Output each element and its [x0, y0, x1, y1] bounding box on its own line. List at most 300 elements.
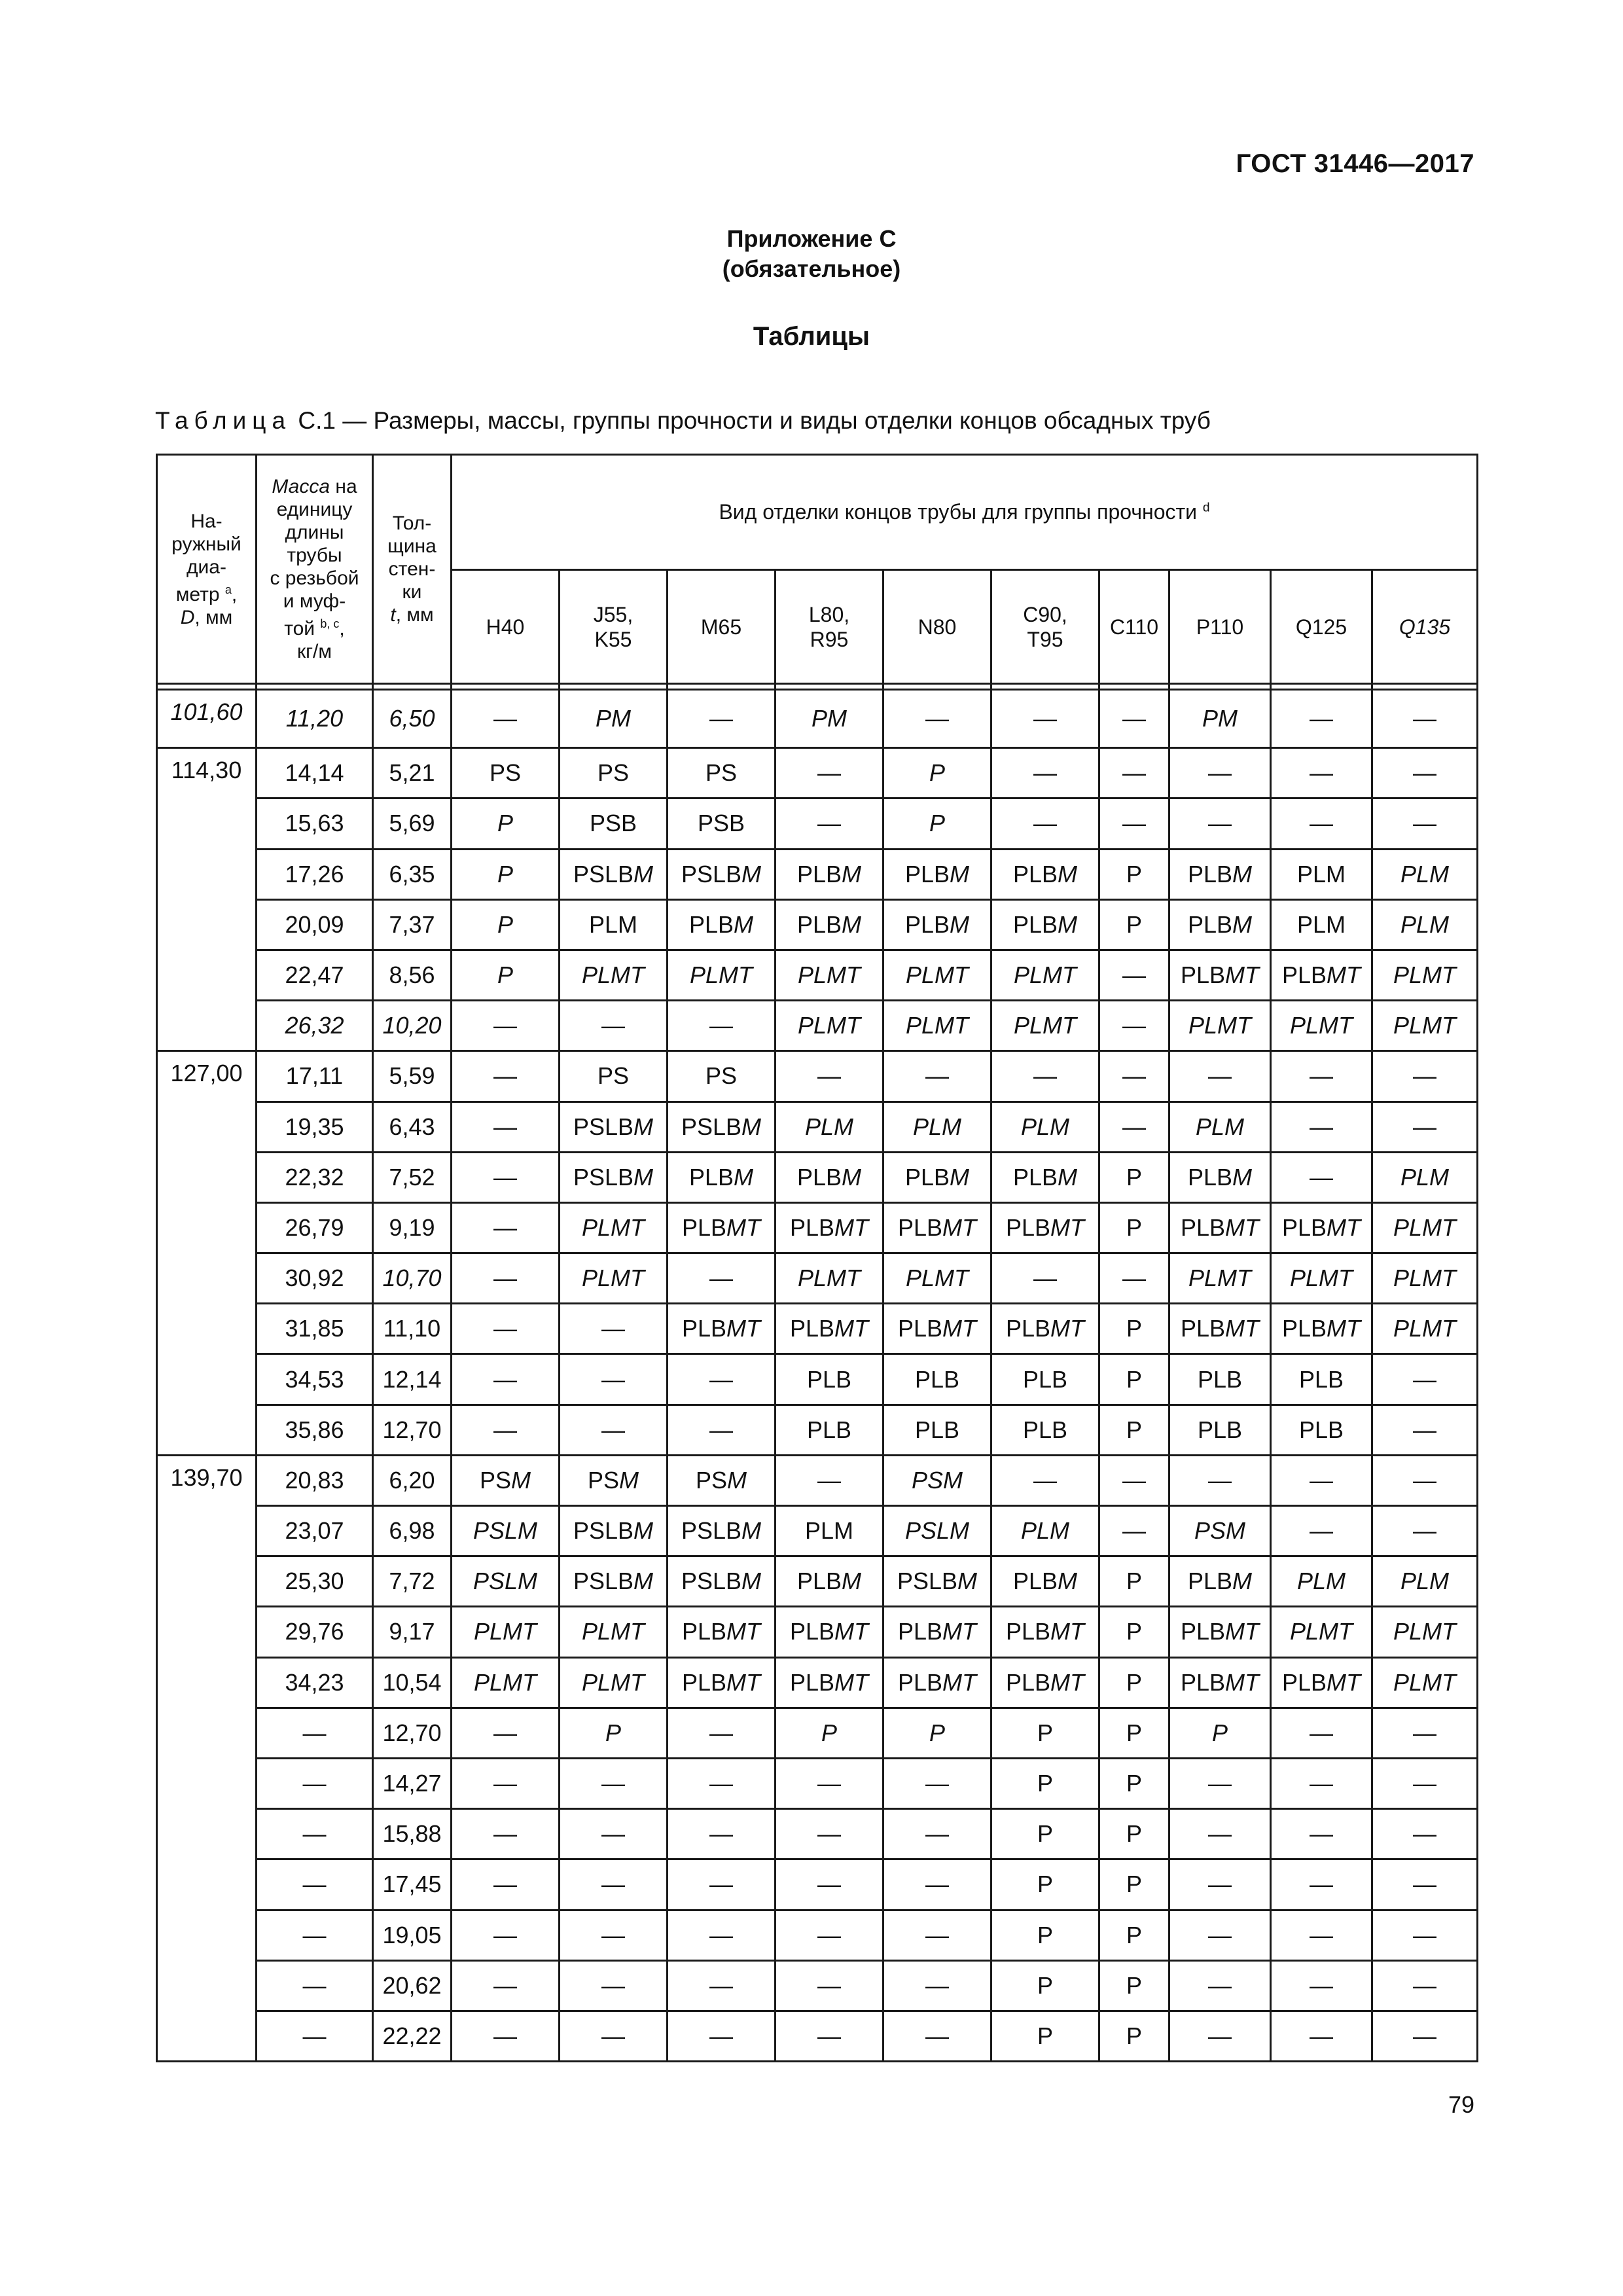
cell-finish: PLBM [991, 849, 1099, 899]
cell-finish: PLBM [776, 849, 883, 899]
cell-finish: PLMT [883, 1001, 991, 1051]
cell-finish: — [452, 1304, 560, 1354]
cell-finish: PSM [1169, 1506, 1271, 1556]
cell-finish: — [560, 1809, 668, 1859]
appendix-heading [0, 224, 1623, 284]
cell-finish: PM [1169, 690, 1271, 748]
cell-finish: PLBMT [883, 1202, 991, 1253]
cell-finish: PLMT [991, 950, 1099, 1000]
cell-finish: P [991, 1708, 1099, 1758]
cell-finish: — [668, 690, 776, 748]
cell-finish: PLM [776, 1506, 883, 1556]
header-grade: H40 [452, 570, 560, 684]
cell-thickness: 7,72 [373, 1556, 452, 1607]
cell-mass: 30,92 [257, 1253, 373, 1304]
cell-finish: — [1271, 1960, 1372, 2011]
cell-diameter: 127,00 [157, 1051, 257, 1456]
cell-finish: PLM [1372, 1556, 1478, 1607]
cell-finish: PLMT [1372, 1253, 1478, 1304]
table-caption-label: Таблица [155, 407, 292, 434]
cell-mass: 26,32 [257, 1001, 373, 1051]
cell-finish: — [1169, 2011, 1271, 2061]
cell-finish: P [991, 1758, 1099, 1808]
cell-finish: PLB [1271, 1405, 1372, 1455]
table-row [157, 1304, 1478, 1354]
cell-mass: 19,35 [257, 1102, 373, 1152]
header-grade: J55, K55 [560, 570, 668, 684]
cell-finish: PSLBM [560, 1556, 668, 1607]
cell-finish: P [1169, 1708, 1271, 1758]
cell-finish: — [668, 1809, 776, 1859]
cell-finish: PLM [1372, 899, 1478, 950]
header-mass: Масса на единицу длины трубы с резьбой и муф- той $^{b, c}$, кг/м [257, 455, 373, 684]
cell-mass: 22,47 [257, 950, 373, 1000]
cell-finish: P [1099, 1960, 1169, 2011]
cell-finish: P [1099, 1809, 1169, 1859]
cell-finish: — [452, 1758, 560, 1808]
cell-finish: — [1169, 1960, 1271, 2011]
cell-finish: PLBM [1169, 849, 1271, 899]
cell-finish: PLMT [1169, 1253, 1271, 1304]
cell-finish: PSLBM [560, 1152, 668, 1202]
cell-finish: — [1099, 1051, 1169, 1102]
cell-finish: PLM [560, 899, 668, 950]
cell-finish: — [1372, 1102, 1478, 1152]
table-row [157, 1506, 1478, 1556]
cell-finish: PLMT [776, 950, 883, 1000]
cell-finish: PLM [991, 1102, 1099, 1152]
cell-finish: P [1099, 1202, 1169, 1253]
table-row [157, 1859, 1478, 1910]
cell-mass: 22,32 [257, 1152, 373, 1202]
cell-finish: PSLM [452, 1556, 560, 1607]
cell-finish: — [991, 748, 1099, 798]
header-finish-span: Вид отделки концов трубы для группы прочности $^d$ [452, 455, 1478, 570]
appendix-title: Приложение С [726, 225, 897, 252]
cell-thickness: 7,52 [373, 1152, 452, 1202]
cell-finish: PS [560, 1051, 668, 1102]
cell-finish: PLMT [1271, 1001, 1372, 1051]
cell-thickness: 10,20 [373, 1001, 452, 1051]
cell-finish: PLM [776, 1102, 883, 1152]
cell-finish: — [991, 1455, 1099, 1505]
table-row [157, 1152, 1478, 1202]
header-grade: C90, T95 [991, 570, 1099, 684]
cell-finish: — [1099, 1253, 1169, 1304]
cell-mass: — [257, 1708, 373, 1758]
header-separator [157, 684, 1478, 690]
table-row [157, 1253, 1478, 1304]
cell-thickness: 6,35 [373, 849, 452, 899]
cell-finish: PSLBM [668, 1506, 776, 1556]
cell-finish: P [1099, 1859, 1169, 1910]
cell-finish: PLBMT [668, 1607, 776, 1657]
cell-finish: P [1099, 1708, 1169, 1758]
cell-finish: — [1372, 748, 1478, 798]
cell-finish: PLBMT [991, 1304, 1099, 1354]
cell-finish: — [452, 1405, 560, 1455]
cell-finish: PLB [883, 1354, 991, 1405]
cell-finish: PLM [1271, 899, 1372, 950]
cell-finish: — [1099, 748, 1169, 798]
cell-finish: PS [452, 748, 560, 798]
cell-finish: PLM [1271, 1556, 1372, 1607]
cell-finish: — [883, 1859, 991, 1910]
cell-mass: 17,26 [257, 849, 373, 899]
cell-finish: — [776, 798, 883, 849]
cell-finish: PLMT [560, 1657, 668, 1708]
cell-finish: PLMT [883, 950, 991, 1000]
cell-finish: PLMT [560, 1253, 668, 1304]
cell-finish: P [776, 1708, 883, 1758]
cell-finish: P [452, 899, 560, 950]
cell-finish: PSLBM [668, 1556, 776, 1607]
cell-finish: PLBMT [776, 1304, 883, 1354]
cell-finish: P [883, 748, 991, 798]
cell-finish: — [668, 1001, 776, 1051]
cell-finish: — [668, 1758, 776, 1808]
cell-finish: PLB [776, 1405, 883, 1455]
cell-finish: — [1169, 1051, 1271, 1102]
cell-finish: — [1372, 690, 1478, 748]
header-grade: Q135 [1372, 570, 1478, 684]
cell-mass: 17,11 [257, 1051, 373, 1102]
cell-finish: — [776, 748, 883, 798]
cell-finish: PLBMT [668, 1202, 776, 1253]
cell-finish: PLB [991, 1405, 1099, 1455]
cell-finish: PLBMT [883, 1304, 991, 1354]
table-row [157, 1556, 1478, 1607]
cell-finish: PLBMT [776, 1607, 883, 1657]
header-grade: M65 [668, 570, 776, 684]
cell-finish: PLMT [1372, 950, 1478, 1000]
cell-finish: — [1372, 1960, 1478, 2011]
cell-finish: PS [668, 1051, 776, 1102]
table-row [157, 1455, 1478, 1505]
cell-finish: P [991, 2011, 1099, 2061]
cell-thickness: 9,17 [373, 1607, 452, 1657]
cell-finish: — [1372, 1859, 1478, 1910]
cell-finish: PSM [452, 1455, 560, 1505]
table-row [157, 690, 1478, 748]
cell-finish: P [1099, 1405, 1169, 1455]
table-row [157, 1051, 1478, 1102]
cell-finish: — [776, 1859, 883, 1910]
cell-thickness: 10,70 [373, 1253, 452, 1304]
cell-finish: PLBMT [1271, 1304, 1372, 1354]
cell-mass: 14,14 [257, 748, 373, 798]
cell-finish: P [452, 950, 560, 1000]
cell-finish: P [883, 1708, 991, 1758]
table-row [157, 748, 1478, 798]
cell-finish: PLBM [1169, 1152, 1271, 1202]
cell-finish: — [1169, 748, 1271, 798]
cell-finish: PLB [1169, 1405, 1271, 1455]
cell-finish: PLBMT [1169, 1202, 1271, 1253]
cell-finish: — [991, 1051, 1099, 1102]
cell-finish: PLBM [668, 899, 776, 950]
cell-finish: PLBMT [991, 1202, 1099, 1253]
cell-finish: PLMT [1271, 1253, 1372, 1304]
cell-finish: PLB [1169, 1354, 1271, 1405]
cell-finish: — [452, 1354, 560, 1405]
cell-finish: — [1271, 1758, 1372, 1808]
cell-finish: PSLBM [560, 1506, 668, 1556]
cell-finish: — [1271, 2011, 1372, 2061]
cell-finish: — [452, 1051, 560, 1102]
cell-finish: PLBM [668, 1152, 776, 1202]
cell-finish: — [776, 1910, 883, 1960]
table-row [157, 950, 1478, 1000]
cell-finish: — [1372, 1758, 1478, 1808]
cell-finish: P [991, 1859, 1099, 1910]
cell-finish: — [1099, 1455, 1169, 1505]
cell-finish: PLBM [1169, 899, 1271, 950]
cell-finish: — [452, 1152, 560, 1202]
cell-finish: — [883, 2011, 991, 2061]
header-grade: N80 [883, 570, 991, 684]
cell-finish: PLMT [1372, 1001, 1478, 1051]
cell-finish: PLBMT [1169, 1657, 1271, 1708]
cell-finish: — [776, 1051, 883, 1102]
cell-finish: PLBM [883, 899, 991, 950]
cell-finish: PSLBM [668, 849, 776, 899]
cell-finish: — [1169, 1455, 1271, 1505]
cell-finish: — [1271, 798, 1372, 849]
cell-finish: PLMT [883, 1253, 991, 1304]
cell-finish: — [560, 2011, 668, 2061]
cell-finish: — [1372, 798, 1478, 849]
cell-finish: PSLBM [560, 849, 668, 899]
cell-thickness: 20,62 [373, 1960, 452, 2011]
cell-mass: 34,53 [257, 1354, 373, 1405]
cell-finish: PLBMT [883, 1657, 991, 1708]
header-grade: Q125 [1271, 570, 1372, 684]
table-caption [155, 407, 1211, 435]
cell-finish: PLMT [560, 1202, 668, 1253]
cell-finish: — [1169, 1910, 1271, 1960]
cell-thickness: 15,88 [373, 1809, 452, 1859]
cell-finish: PSLBM [668, 1102, 776, 1152]
cell-finish: PLB [991, 1354, 1099, 1405]
table-row [157, 1960, 1478, 2011]
cell-finish: — [560, 1859, 668, 1910]
cell-mass: 20,83 [257, 1455, 373, 1505]
cell-finish: PLBM [776, 899, 883, 950]
cell-thickness: 14,27 [373, 1758, 452, 1808]
cell-finish: — [1271, 1506, 1372, 1556]
table-row [157, 1405, 1478, 1455]
table-row [157, 849, 1478, 899]
cell-finish: — [1271, 748, 1372, 798]
cell-finish: PLMT [1372, 1304, 1478, 1354]
table-row [157, 798, 1478, 849]
cell-thickness: 8,56 [373, 950, 452, 1000]
cell-finish: PLBMT [1271, 950, 1372, 1000]
cell-finish: — [1099, 950, 1169, 1000]
cell-finish: PLBMT [1271, 1657, 1372, 1708]
cell-finish: — [1372, 1506, 1478, 1556]
cell-thickness: 6,20 [373, 1455, 452, 1505]
cell-diameter: 114,30 [157, 748, 257, 1051]
cell-finish: PLBMT [991, 1657, 1099, 1708]
cell-finish: PLM [1169, 1102, 1271, 1152]
cell-mass: 11,20 [257, 690, 373, 748]
cell-finish: PLMT [991, 1001, 1099, 1051]
cell-finish: — [452, 690, 560, 748]
cell-finish: PLBM [991, 1152, 1099, 1202]
cell-finish: — [776, 1960, 883, 2011]
cell-finish: PLMT [452, 1657, 560, 1708]
cell-finish: — [776, 1758, 883, 1808]
cell-finish: PLBMT [1169, 1304, 1271, 1354]
cell-finish: — [668, 1405, 776, 1455]
cell-finish: PSB [668, 798, 776, 849]
cell-finish: PLBMT [776, 1202, 883, 1253]
cell-thickness: 10,54 [373, 1657, 452, 1708]
cell-finish: P [1099, 1758, 1169, 1808]
cell-finish: PSLM [452, 1506, 560, 1556]
table-row [157, 1708, 1478, 1758]
cell-finish: P [1099, 2011, 1169, 2061]
page-number: 79 [1448, 2091, 1474, 2118]
cell-finish: — [991, 1253, 1099, 1304]
cell-thickness: 12,14 [373, 1354, 452, 1405]
cell-finish: — [883, 1910, 991, 1960]
cell-finish: PLBM [776, 1152, 883, 1202]
cell-finish: P [1099, 849, 1169, 899]
cell-finish: PLBM [883, 849, 991, 899]
header-grade: L80, R95 [776, 570, 883, 684]
cell-finish: — [883, 1960, 991, 2011]
cell-finish: — [1169, 798, 1271, 849]
cell-finish: PSM [668, 1455, 776, 1505]
cell-finish: P [991, 1910, 1099, 1960]
table-row [157, 1607, 1478, 1657]
cell-finish: PS [668, 748, 776, 798]
cell-finish: — [1372, 1051, 1478, 1102]
cell-finish: — [560, 1001, 668, 1051]
cell-diameter: 101,60 [157, 690, 257, 748]
cell-finish: — [452, 1001, 560, 1051]
cell-finish: — [1271, 690, 1372, 748]
cell-finish: — [1169, 1859, 1271, 1910]
cell-finish: — [1099, 1001, 1169, 1051]
cell-finish: — [1271, 1708, 1372, 1758]
cell-finish: PLM [883, 1102, 991, 1152]
cell-finish: — [1099, 798, 1169, 849]
table-row [157, 1354, 1478, 1405]
cell-finish: — [1372, 1354, 1478, 1405]
header-thickness: Тол- щина стен- ки t, мм [373, 455, 452, 684]
header-grade: P110 [1169, 570, 1271, 684]
cell-finish: PM [776, 690, 883, 748]
cell-finish: — [668, 2011, 776, 2061]
cell-finish: PLMT [1271, 1607, 1372, 1657]
cell-finish: — [452, 1960, 560, 2011]
cell-finish: P [1099, 1657, 1169, 1708]
table-row [157, 2011, 1478, 2061]
cell-finish: P [1099, 899, 1169, 950]
cell-finish: — [452, 1202, 560, 1253]
cell-finish: — [668, 1708, 776, 1758]
cell-mass: — [257, 1910, 373, 1960]
cell-thickness: 6,98 [373, 1506, 452, 1556]
cell-finish: PLMT [668, 950, 776, 1000]
cell-finish: P [883, 798, 991, 849]
cell-thickness: 19,05 [373, 1910, 452, 1960]
cell-mass: 26,79 [257, 1202, 373, 1253]
cell-finish: — [1372, 1455, 1478, 1505]
cell-finish: PLM [1372, 1152, 1478, 1202]
table-row [157, 1910, 1478, 1960]
cell-finish: — [1169, 1758, 1271, 1808]
cell-finish: — [1271, 1809, 1372, 1859]
table-row [157, 899, 1478, 950]
cell-finish: — [1372, 1708, 1478, 1758]
table-row [157, 1809, 1478, 1859]
cell-finish: PLMT [776, 1001, 883, 1051]
cell-finish: PLBMT [1169, 950, 1271, 1000]
cell-finish: — [452, 1253, 560, 1304]
cell-finish: PLBM [776, 1556, 883, 1607]
cell-finish: P [991, 1960, 1099, 2011]
cell-finish: — [883, 1051, 991, 1102]
standard-code: ГОСТ 31446—2017 [1236, 149, 1474, 178]
cell-finish: — [452, 2011, 560, 2061]
cell-thickness: 7,37 [373, 899, 452, 950]
cell-mass: 34,23 [257, 1657, 373, 1708]
cell-finish: — [560, 1304, 668, 1354]
cell-finish: — [883, 690, 991, 748]
cell-mass: 15,63 [257, 798, 373, 849]
cell-finish: PLBM [991, 1556, 1099, 1607]
cell-finish: PSLM [883, 1506, 991, 1556]
header-diameter: На- ружный диа- метр $^a$, D, мм [157, 455, 257, 684]
cell-thickness: 12,70 [373, 1708, 452, 1758]
cell-finish: PLBM [1169, 1556, 1271, 1607]
cell-mass: — [257, 1960, 373, 2011]
cell-finish: — [776, 2011, 883, 2061]
cell-finish: PLM [1271, 849, 1372, 899]
cell-thickness: 22,22 [373, 2011, 452, 2061]
cell-finish: — [452, 1708, 560, 1758]
appendix-note: (обязательное) [722, 255, 901, 282]
table-row [157, 1657, 1478, 1708]
table-row [157, 1758, 1478, 1808]
cell-finish: — [1099, 1506, 1169, 1556]
cell-mass: 23,07 [257, 1506, 373, 1556]
cell-mass: — [257, 1758, 373, 1808]
table-row [157, 1202, 1478, 1253]
cell-finish: P [1099, 1556, 1169, 1607]
cell-finish: PLBMT [1271, 1202, 1372, 1253]
cell-finish: — [991, 798, 1099, 849]
cell-finish: PLM [1372, 849, 1478, 899]
cell-finish: PLMT [776, 1253, 883, 1304]
cell-finish: — [452, 1859, 560, 1910]
cell-diameter: 139,70 [157, 1455, 257, 2061]
section-title: Таблицы [753, 322, 870, 351]
cell-finish: — [1099, 1102, 1169, 1152]
cell-thickness: 6,43 [373, 1102, 452, 1152]
cell-finish: PLBM [991, 899, 1099, 950]
cell-finish: P [1099, 1910, 1169, 1960]
cell-finish: — [1372, 1405, 1478, 1455]
cell-finish: — [560, 1758, 668, 1808]
cell-thickness: 17,45 [373, 1859, 452, 1910]
cell-finish: PLMT [1372, 1202, 1478, 1253]
